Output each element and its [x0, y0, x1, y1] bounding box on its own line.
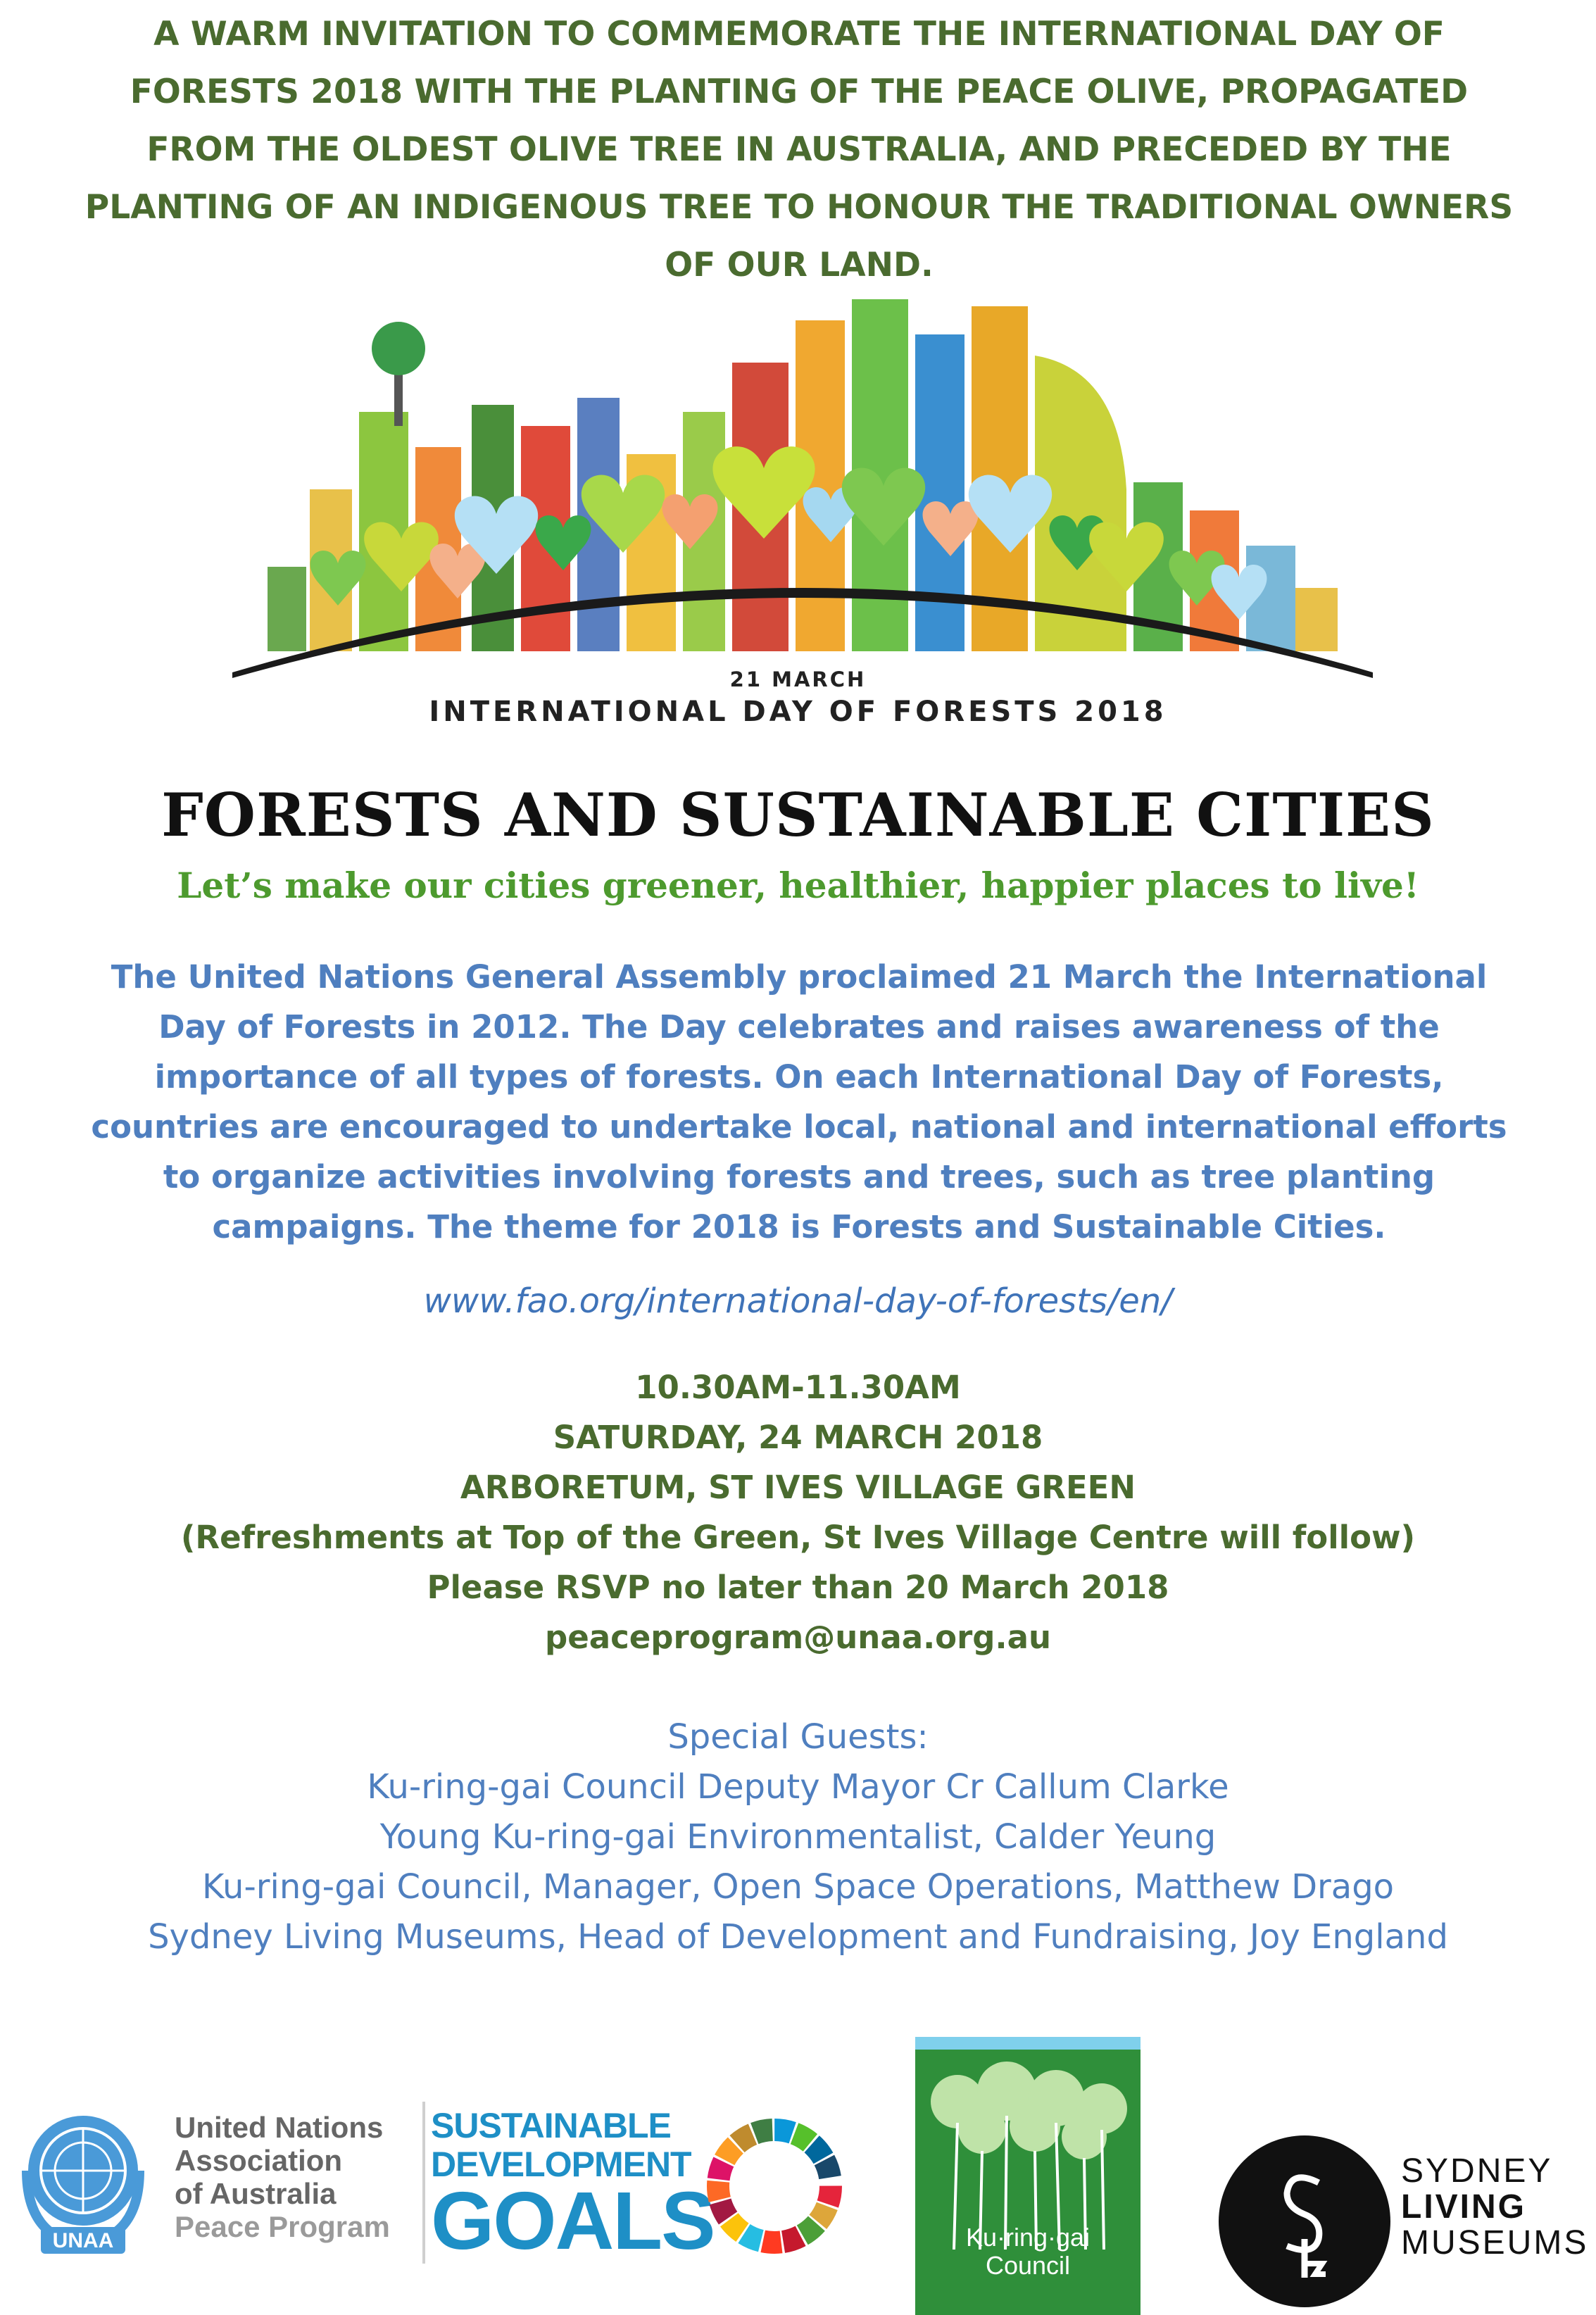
sdg-line1: SUSTAINABLE [431, 2106, 671, 2145]
guests-heading: Special Guests: [667, 1717, 929, 1757]
slm-line3: MUSEUMS [1401, 2224, 1589, 2261]
theme-title: FORESTS AND SUSTAINABLE CITIES [161, 780, 1435, 850]
website-link[interactable]: www.fao.org/international-day-of-forests/en/ [423, 1281, 1173, 1321]
guest-item: Ku-ring-gai Council Deputy Mayor Cr Callum Clarke [367, 1767, 1229, 1807]
council-name-line2: Council [985, 2251, 1071, 2280]
council-name-line1: Ku·ring·gai [965, 2223, 1091, 2252]
guest-item: Sydney Living Museums, Head of Development and Fundraising, Joy England [148, 1917, 1448, 1957]
event-date: SATURDAY, 24 MARCH 2018 [553, 1419, 1043, 1456]
council-logo-topbar [915, 2037, 1141, 2050]
hero-date: 21 MARCH [729, 667, 867, 691]
slm-line1: SYDNEY [1401, 2152, 1553, 2190]
event-rsvp: Please RSVP no later than 20 March 2018 [427, 1569, 1169, 1606]
unaa-line2: Association [175, 2144, 343, 2177]
sdg-goals-word: GOALS [431, 2175, 715, 2266]
sdg-color-wheel-icon [700, 2112, 848, 2260]
slm-line2: LIVING [1401, 2188, 1527, 2226]
event-details [0, 1362, 1596, 1662]
unaa-line1: United Nations [175, 2111, 384, 2144]
slm-logo-text [1401, 2153, 1591, 2261]
un-emblem-icon [6, 2104, 161, 2259]
invitation-headline: A WARM INVITATION TO COMMEMORATE THE INTERNATIONAL DAY OF FORESTS 2018 WITH THE PLANTING OF THE PEACE OLIVE, PROPAGATED FROM THE OLDEST OLIVE TREE IN AUSTRALIA, AND PRECEDED BY THE PLANTING OF AN INDIGENOUS TREE TO HONOUR THE TRADITIONAL OWNERS OF OUR LAND. [84, 15, 1514, 284]
council-name [915, 2223, 1141, 2280]
key-circle-icon [1217, 2133, 1393, 2309]
theme-subtitle: Let’s make our cities greener, healthier, happier places to live! [177, 865, 1419, 906]
special-guests [0, 1712, 1596, 1962]
sdg-line2: DEVELOPMENT [431, 2145, 691, 2184]
event-email-link[interactable]: peaceprogram@unaa.org.au [545, 1619, 1051, 1656]
guest-item: Ku-ring-gai Council, Manager, Open Space Operations, Matthew Drago [201, 1867, 1395, 1907]
hero-event-title: INTERNATIONAL DAY OF FORESTS 2018 [429, 696, 1167, 728]
unaa-logo-text [175, 2111, 428, 2243]
event-location: ARBORETUM, ST IVES VILLAGE GREEN [460, 1469, 1136, 1506]
guest-item: Young Ku-ring-gai Environmentalist, Calder Yeung [379, 1817, 1217, 1857]
event-time: 10.30AM-11.30AM [635, 1369, 961, 1406]
intro-paragraph: The United Nations General Assembly proclaimed 21 March the International Day of Forests in 2012. The Day celebrates and raises awareness of the importance of all types of forests. On each International Day of Forests, countries are encouraged to undertake local, national and international efforts to organize activities involving forests and trees, such as tree planting campaigns. The theme for 2018 is Forests and Sustainable Cities. [91, 958, 1507, 1246]
unaa-line3: of Australia [175, 2177, 337, 2210]
city-skyline-heart-trees-illustration [232, 278, 1373, 701]
unaa-emblem-text: UNAA [52, 2229, 114, 2252]
event-refreshments: (Refreshments at Top of the Green, St Ives Village Centre will follow) [180, 1519, 1416, 1556]
unaa-line4: Peace Program [175, 2210, 390, 2243]
logo-divider [422, 2102, 425, 2264]
